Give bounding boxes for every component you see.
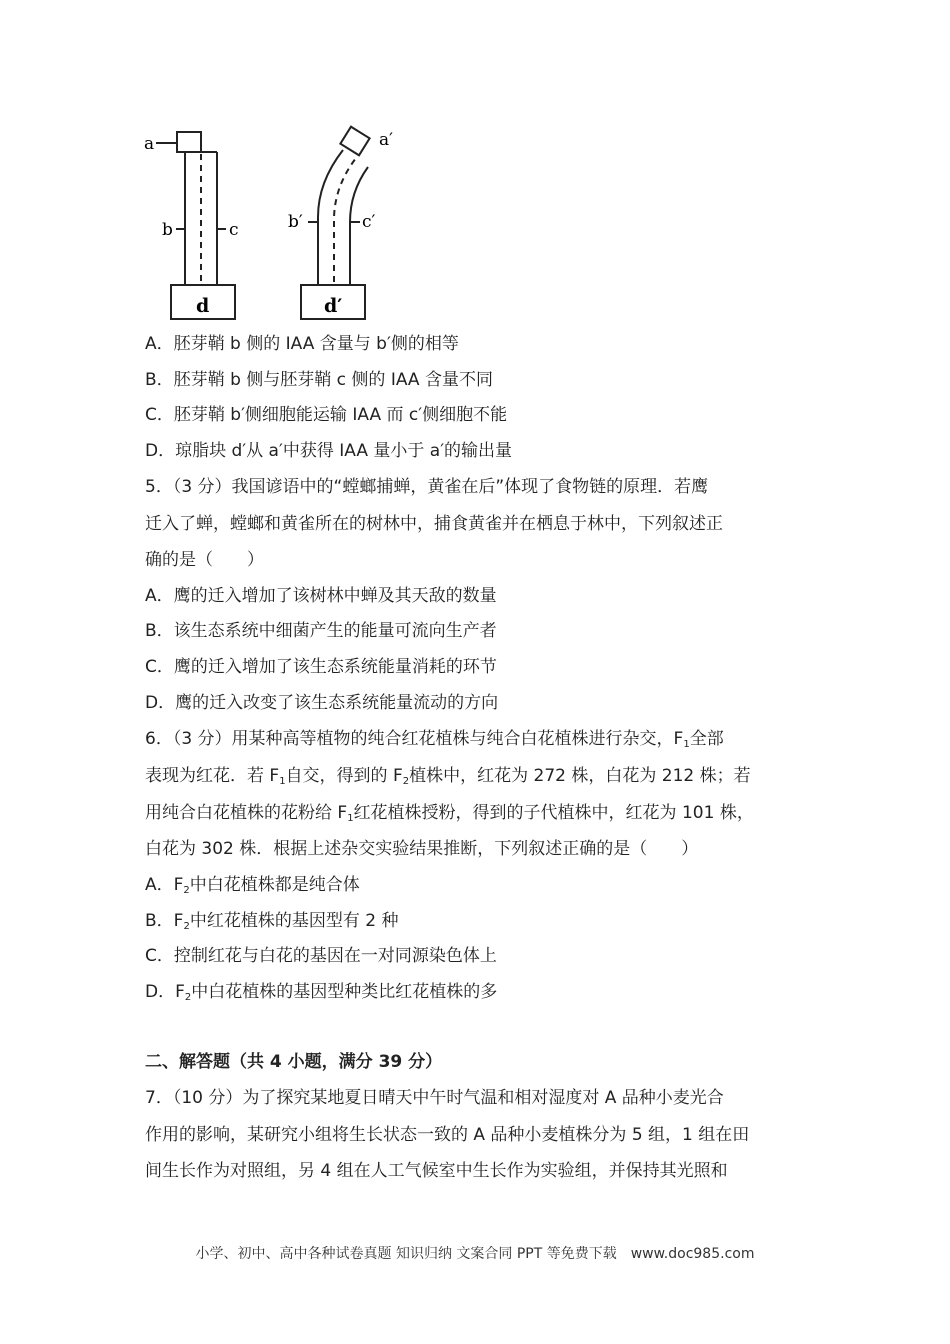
agar-block-a	[177, 132, 201, 152]
q7-stem-line-1: 7．（10 分）为了探究某地夏日晴天中午时气温和相对湿度对 A 品种小麦光合	[145, 1088, 724, 1108]
q6-stem-line-3: 用纯合白花植株的花粉给 $F_1$红花植株授粉，得到的子代植株中，红花为 101 株，	[145, 803, 754, 824]
q4-option-c: C．胚芽鞘 b′侧细胞能运输 IAA 而 c′侧细胞不能	[145, 405, 508, 425]
page-footer: 小学、初中、高中各种试卷真题 知识归纳 文案合同 PPT 等免费下载 www.doc985.com	[195, 1246, 755, 1262]
agar-block-a-prime	[340, 127, 369, 156]
q5-option-c: C．鹰的迁入增加了该生态系统能量消耗的环节	[145, 657, 497, 677]
q6-stem-line-1: 6．（3 分）用某种高等植物的纯合红花植株与纯合白花植株进行杂交，$F_1$全部	[145, 729, 724, 750]
q6-option-a: A．$F_2$中白花植株都是纯合体	[145, 875, 360, 896]
label-b-prime: b′	[288, 212, 303, 232]
q4-option-a: A．胚芽鞘 b 侧的 IAA 含量与 b′侧的相等	[145, 334, 459, 354]
q6-stem-line-2: 表现为红花．若 $F_1$自交，得到的 $F_2$植株中，红花为 272 株，白花为 212 株；若	[145, 766, 751, 787]
section-2-title: 二、解答题（共 4 小题，满分 39 分）	[145, 1052, 443, 1072]
q5-option-d: D．鹰的迁入改变了该生态系统能量流动的方向	[145, 693, 499, 713]
label-d-prime: d′	[324, 295, 343, 317]
label-d: d	[196, 295, 210, 317]
q5-option-a: A．鹰的迁入增加了该树林中蝉及其天敌的数量	[145, 586, 497, 606]
q5-option-b: B．该生态系统中细菌产生的能量可流向生产者	[145, 621, 497, 641]
q4-option-b: B．胚芽鞘 b 侧与胚芽鞘 c 侧的 IAA 含量不同	[145, 370, 493, 390]
label-b: b	[162, 220, 173, 240]
q6-option-c: C．控制红花与白花的基因在一对同源染色体上	[145, 946, 497, 966]
coleoptile-figure	[138, 122, 418, 327]
q5-stem-line-2: 迁入了蝉，螳螂和黄雀所在的树林中，捕食黄雀并在栖息于林中，下列叙述正	[145, 514, 723, 534]
bent-coleoptile	[301, 127, 370, 319]
label-a: a	[144, 134, 155, 154]
q4-option-d: D．琼脂块 d′从 a′中获得 IAA 量小于 a′的输出量	[145, 441, 513, 461]
label-c-prime: c′	[362, 212, 376, 232]
label-a-prime: a′	[379, 130, 393, 150]
q7-stem-line-2: 作用的影响，某研究小组将生长状态一致的 A 品种小麦植株分为 5 组，1 组在田	[145, 1125, 750, 1145]
label-c: c	[229, 220, 239, 240]
q7-stem-line-3: 间生长作为对照组，另 4 组在人工气候室中生长作为实验组，并保持其光照和	[145, 1161, 728, 1181]
q6-option-b: B．$F_2$中红花植株的基因型有 2 种	[145, 911, 399, 932]
q6-option-d: D．$F_2$中白花植株的基因型种类比红花植株的多	[145, 982, 498, 1003]
q6-stem-line-4: 白花为 302 株．根据上述杂交实验结果推断，下列叙述正确的是（ ）	[145, 839, 699, 859]
q5-stem-line-1: 5．（3 分）我国谚语中的“螳螂捕蝉，黄雀在后”体现了食物链的原理．若鹰	[145, 477, 709, 497]
q5-stem-line-3: 确的是（ ）	[145, 550, 264, 570]
